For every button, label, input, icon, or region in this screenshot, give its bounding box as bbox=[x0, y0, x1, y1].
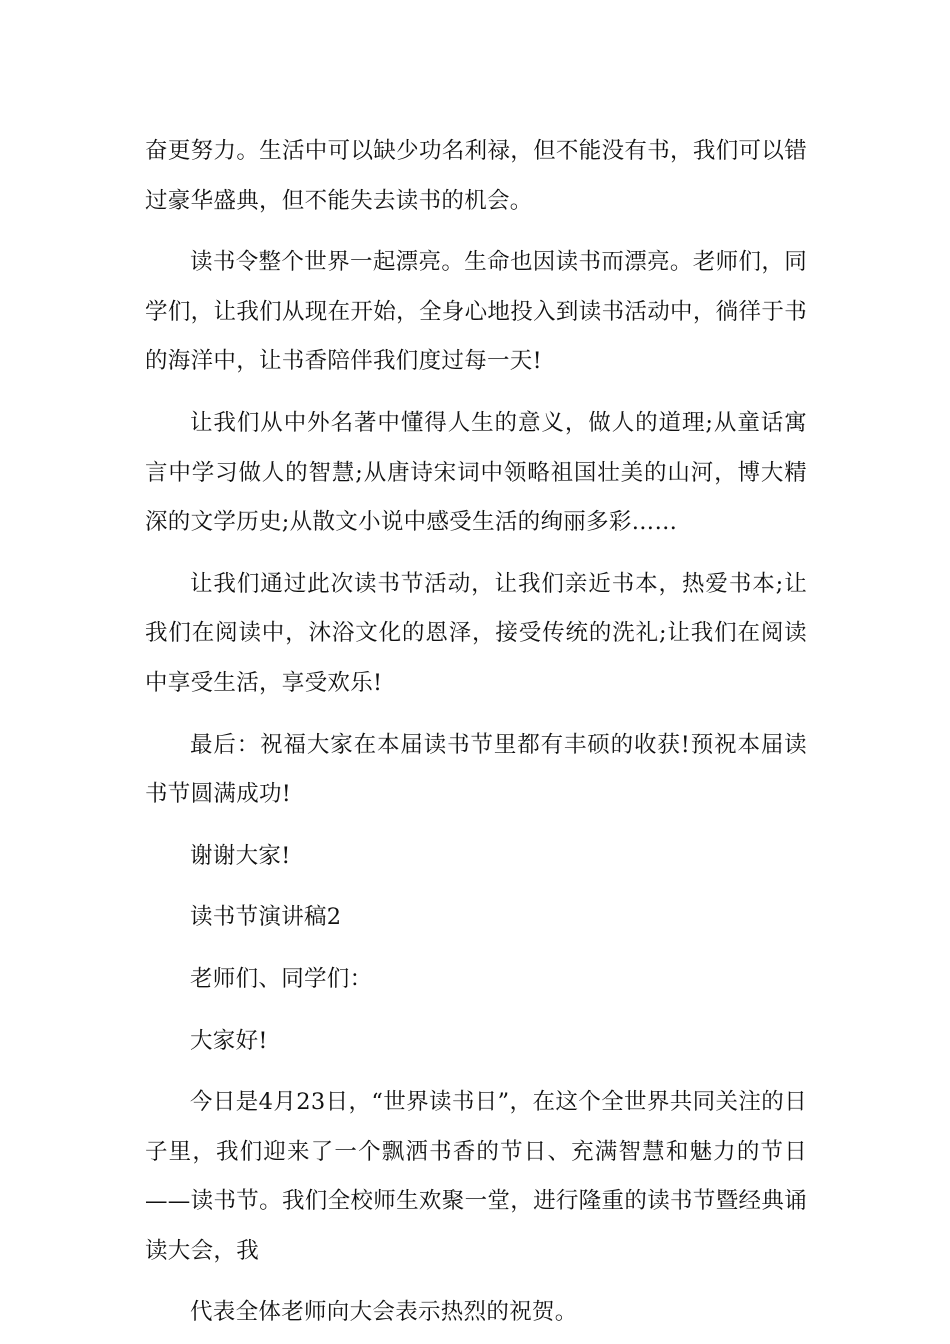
paragraph-continuation: 代表全体老师向大会表示热烈的祝贺。 bbox=[190, 1299, 578, 1326]
paragraph-2: 读书令整个世界一起漂亮。生命也因读书而漂亮。老师们，同学们，让我们从现在开始，全身心地投入到读书活动中，徜徉于书的海洋中，让书香陪伴我们度过每一天! bbox=[145, 249, 807, 375]
paragraph-1: 奋更努力。生活中可以缺少功名利禄，但不能没有书，我们可以错过豪华盛典，但不能失去读书的机会。 bbox=[145, 138, 807, 214]
paragraph-4: 让我们通过此次读书节活动，让我们亲近书本，热爱书本;让我们在阅读中，沐浴文化的恩泽，接受传统的洗礼;让我们在阅读中享受生活，享受欢乐! bbox=[145, 570, 807, 696]
paragraph-3: 让我们从中外名著中懂得人生的意义，做人的道理;从童话寓言中学习做人的智慧;从唐诗宋词中领略祖国壮美的山河，博大精深的文学历史;从散文小说中感受生活的绚丽多彩…… bbox=[145, 409, 807, 536]
paragraph-5: 最后：祝福大家在本届读书节里都有丰硕的收获!预祝本届读书节圆满成功! bbox=[145, 731, 807, 808]
salutation: 老师们、同学们： bbox=[190, 965, 373, 992]
paragraph-opening: 今日是4月23日，“世界读书日”，在这个全世界共同关注的日子里，我们迎来了一个飘洒书香的节日、充满智慧和魅力的节日——读书节。我们全校师生欢聚一堂，进行隆重的读书节暨经典诵读大会，我 bbox=[145, 1089, 807, 1264]
greeting: 大家好! bbox=[190, 1027, 268, 1054]
paragraph-thanks: 谢谢大家! bbox=[190, 842, 291, 869]
section-heading: 读书节演讲稿2 bbox=[190, 904, 342, 931]
document-body bbox=[145, 127, 807, 1338]
